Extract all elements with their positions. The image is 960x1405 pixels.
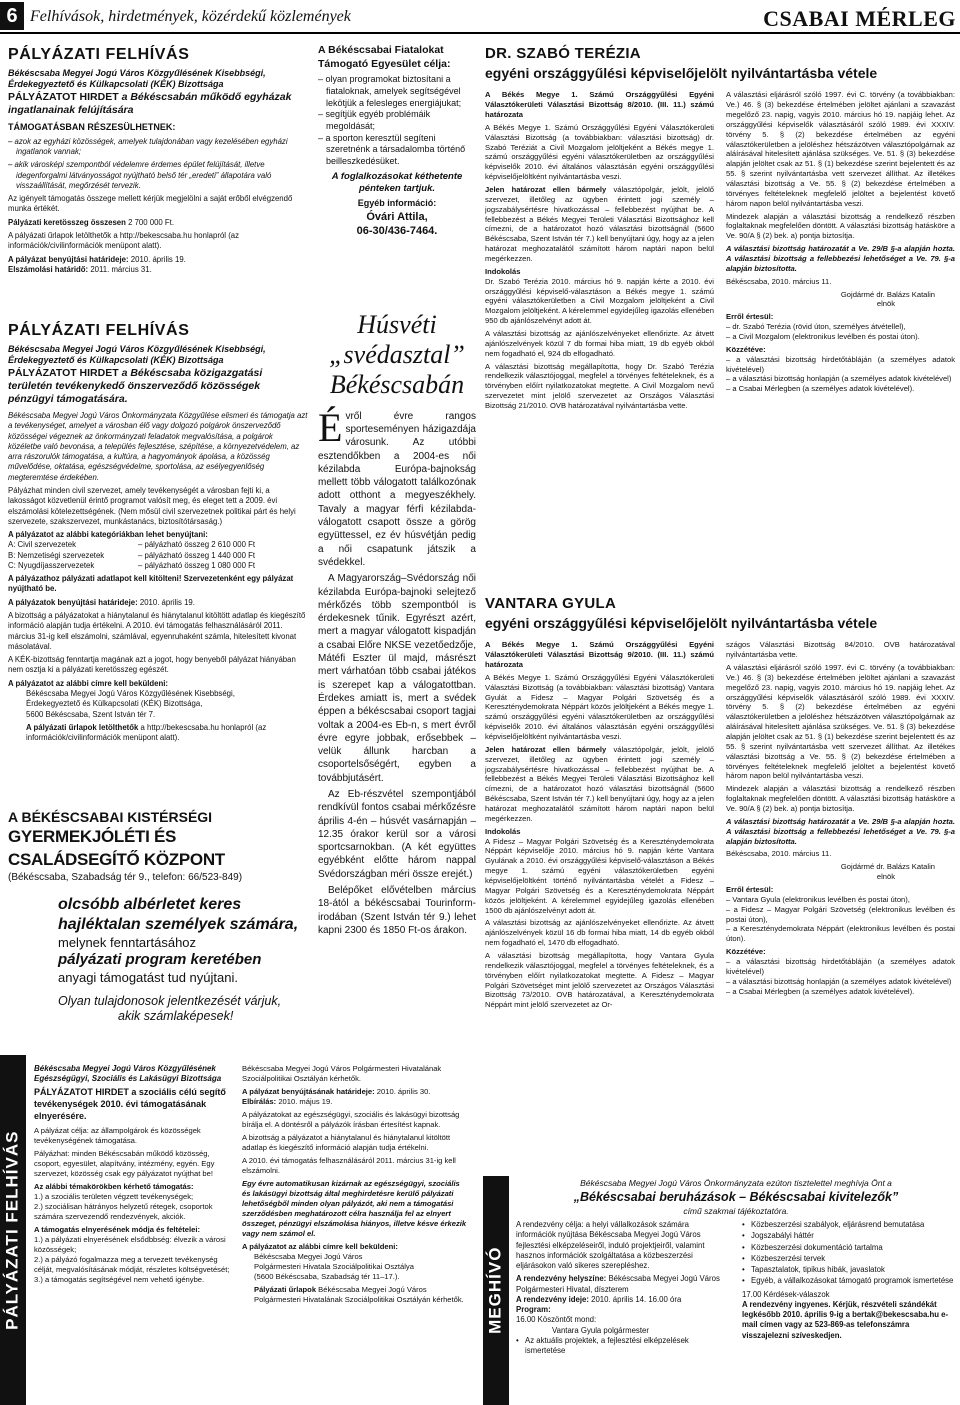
invitation-col2 bbox=[742, 1220, 956, 1358]
category-row: A: Civil szervezetek – pályázható összeg 2 610 000 Ft bbox=[8, 540, 256, 550]
invitation-topics bbox=[742, 1220, 956, 1287]
tender-2-eligible: Pályázhat minden civil szervezet, amely tevékenységét a városban fejti ki, a lakosságot közvetlenül érintő programot valósít meg, és eleget tett a 2009. évi elszámolási kötelezettségének. (Nem mősül civil szervezetnek politikai párt és helyi szervezete, szakszervezet, munkástanács, biztosítótársaság.) bbox=[8, 485, 296, 526]
candidate-szabo-heading: egyéni országgyűlési képviselőjelölt nyilvántartásba vétele bbox=[485, 64, 878, 81]
tender-2-download: A pályázati űrlapok letölthetők a http://bekescsaba.hu honlapról (az információk/civilinformációk menüpont alatt). bbox=[26, 722, 267, 743]
candidate-vantara-col1: A Békés Megye 1. Számú Országgyűlési Egyéni Választókerületi Választási Bizottság 9/2010. (III. 11.) számú határozata A Békés Megye 1. Számú Országgyűlési Egyéni Választókerületi Választási Bizottság (a továbbiakban: választási bizottság) Vantara Gyulát a Fidesz – Magyar Polgári Szövetség és a Kereszténydemokrata Néppárt közös jelöltjeként a Békés megye 1. számú országgyűlési egyéni választókerületben az országgyűlési képviselők 2010. évi általános választásán egyéni országgyűlési képviselőjelöltként nyilvántartásba veszi. Jelen határozat ellen bármely választópolgár, jelölt, jelölő szervezet, illetőleg az ügyben érintett jogi személy – jogszabálysértésre hivatkozással – fellebbezést nyújthat be. A fellebbezést a Békés Megyei Területi Választási Bizottsághoz kell címezni, de a határozatot hozó választási bizottságnál (5600 Békéscsaba, Szent István tér 7.) kell benyújtani úgy, hogy az a jelen határozat meghozatalától számított három naptári napon belül megérkezzen. Indokolás A Fidesz – Magyar Polgári Szövetség és a Kereszténydemokrata Néppárt képviselője 2010. március hó 9. napján kérte Vantara Gyulának a 2010. évi országgyűlési képviselő-választáson a Békés megye 1. számú egyéni választókerületben egyéni képviselőjelöltként történő nyilvántartásba vételét a Fidesz – Magyar Polgári Szövetség és a Kereszténydemokrata Néppárt közös jelöltjeként. A kérelemmel egyidejűleg igazolás ellenében 1500 db ajánlószelvényt adott át. A választási bizottság az ajánlószelvényeket ellenőrizte. Az átvett ajánlószelvények közül 16 db formai hiba miatt, 14 db egyéb okból nem fogadható el, 1470 db elfogadható. A választási bizottság megállapította, hogy Vantara Gyula rendelkezik választójoggal, megfelel a törvényes feltételeknek, és a törvényben előírt nyilatkozatokat megtette. A Fidesz – Magyar Polgári Szövetséget mint jelölő szervezetet az Országos Választási Bizottság 73/2010. OVB határozatával, a Kereszténydemokrata Néppárt mint jelölő szervezetet az Or- bbox=[485, 640, 714, 1010]
tender-2-categories bbox=[8, 540, 308, 571]
youth-schedule: A foglalkozásokat kéthetente pénteken tartjuk. bbox=[331, 170, 463, 195]
youth-item: – a sporton keresztül segíteni szeretnénk a társadalomba történő beilleszkedésüket. bbox=[318, 132, 466, 167]
youth-title: A Békéscsabai Fiatalokat Támogató Egyesület célja: bbox=[318, 44, 451, 70]
invitation-venue: A rendezvény helyszíne: Békéscsaba Megyei Jogú Város Polgármesteri Hivatal, díszterem bbox=[516, 1274, 720, 1294]
tender-3-vertical-label: PÁLYÁZATI FELHÍVÁS bbox=[0, 1055, 26, 1405]
tender-2-keek: A KÉK-bizottság fenntartja magának azt a jogot, hogy benyeből pályázat hiányában nem osztja ki a pályázati keretösszeg egészét. bbox=[8, 655, 296, 675]
youth-item: – olyan programokat biztosítani a fiataloknak, amelyek segítségével lekötjük a felesleges energiájukat; bbox=[318, 74, 462, 108]
list-item: • Tapasztalatok, tipikus hibák, javaslatok bbox=[742, 1265, 956, 1275]
youth-info-label: Egyéb információ: bbox=[357, 198, 437, 209]
list-item: • Közbeszerzési tervek bbox=[742, 1254, 956, 1264]
kisterseg-message: olcsóbb albérletet keres hajléktalan személyek számára, melynek fenntartásához pályázati program keretében anyagi támogatást tud nyújtani. Olyan tulajdonosok jelentkezését várjuk, akik számlaképesek! bbox=[58, 895, 299, 1024]
tender-2-rules: A bizottság a pályázatokat a hiánytalanul és hiánytalanul kitöltött adatlap és kiegészítő információ alapján tudja értékelni. A 2010. évi támogatás felhasználásáról 2011. március 31-ig kell elszámolni, számlával, egyenruhaként számla, hitelesített kivonat másolatával. bbox=[8, 611, 306, 651]
tender-3-p2: A bizottság a pályázatot a hiánytalanul és hiánytalanul kitöltött adatlap és kiegészítő információ alapján tudja értékelni. bbox=[242, 1133, 451, 1153]
tender-1 bbox=[8, 44, 308, 319]
invitation-date: A rendezvény ideje: 2010. április 14. 16.00 óra bbox=[516, 1294, 682, 1304]
tender-2-deadline: A pályázatok benyújtási határideje: 2010. április 19. bbox=[8, 597, 195, 607]
tender-3-address: Békéscsaba Megyei Jogú Város Polgármesteri Hivatala Szociálpolitikai Osztálya (5600 Békéscsaba, Szabadság tér 11–17.). bbox=[254, 1252, 414, 1282]
tender-3-criterion: 1.) a pályázati elnyerésének elsődbbség: élvezik a városi közösségek; bbox=[34, 1234, 226, 1254]
tender-1-forms: A pályázati űrlapok letölthetők a http://bekescsaba.hu honlapról (az információk/civilinformációk menüpont alatt). bbox=[8, 230, 240, 251]
youth-association bbox=[318, 44, 476, 304]
invitation-program-item: Vantara Gyula polgármester bbox=[552, 1325, 649, 1335]
tender-1-note: Az igényelt támogatás összege mellett kérjük megjelölni a saját erőből elvégzendő munka értékét. bbox=[8, 194, 293, 214]
candidate-szabo bbox=[485, 44, 955, 584]
invitation-end: 17.00 Kérdések-válaszok bbox=[742, 1289, 830, 1299]
list-item: • Közbeszerzési szabályok, eljárásrend bemutatása bbox=[742, 1220, 956, 1230]
candidate-vantara-name: VANTARA GYULA bbox=[485, 595, 617, 612]
invitation bbox=[516, 1178, 956, 1405]
tender-3-form-source: Pályázati űrlapok Békéscsaba Megyei Jogú Város Polgármesteri Hivatalának Szociálpolitikai Osztályán kérhetők. bbox=[254, 1285, 464, 1305]
easter-article bbox=[318, 310, 476, 1055]
kisterseg-address: (Békéscsaba, Szabadság tér 9., telefon: 66/523-849) bbox=[8, 872, 243, 884]
invitation-subtitle: című szakmai tájékoztatóra. bbox=[683, 1205, 789, 1216]
newspaper-name: CSABAI MÉRLEG bbox=[763, 6, 956, 31]
invitation-title: „Békéscsabai beruházások – Békéscsabai kivitelezők” bbox=[573, 1190, 899, 1205]
invitation-program-label: Program: bbox=[516, 1305, 551, 1315]
youth-phone: 06-30/436-7464. bbox=[356, 225, 438, 238]
youth-contact-name: Óvári Attila, bbox=[366, 211, 428, 224]
tender-1-support-label: TÁMOGATÁSBAN RÉSZESÜLHETNEK: bbox=[8, 121, 176, 132]
candidate-szabo-name: DR. SZABÓ TERÉZIA bbox=[485, 45, 641, 62]
tender-2-title: PÁLYÁZATI FELHÍVÁS bbox=[8, 322, 190, 339]
tender-3-deadline: A pályázat benyújtásának határideje: 2010. április 30. bbox=[242, 1087, 431, 1097]
tender-3-topic: 2.) szociálisan hátrányos helyzetű rétegek, csoportok számára szervezendő rendezvények, akciók. bbox=[34, 1201, 213, 1221]
tender-2-categories-label: A pályázatot az alábbi kategóriákban lehet benyújtani: bbox=[8, 530, 208, 540]
tender-3-topics-label: Az alábbi témakörökben kérhető támogatás: bbox=[34, 1181, 194, 1191]
candidate-szabo-col1: A Békés Megye 1. Számú Országgyűlési Egyéni Választókerületi Választási Bizottság 8/2010. (III. 11.) számú határozata A Békés Megye 1. Számú Országgyűlési Egyéni Választókerületi Választási Bizottság (a továbbiakban: választási bizottság) dr. Szabó Teréziát a Civil Mozgalom jelöltjeként a Békés megye 1. számú országgyűlési egyéni választókerületben az országgyűlési képviselők 2010. évi általános választásán egyéni országgyűlési képviselőjelöltként nyilvántartásba veszi. Jelen határozat ellen bármely választópolgár, jelölt, jelölő szervezet, illetőleg az ügyben érintett jogi személy – jogszabálysértésre hivatkozással – fellebbezést nyújthat be. A fellebbezést a Békés Megyei Területi Választási Bizottsághoz kell címezni, de a határozatot hozó választási bizottságnál (5600 Békéscsaba, Szent István tér 7.) kell benyújtani úgy, hogy az a jelen határozat meghozatalától számított három naptári napon belül megérkezzen. Indokolás Dr. Szabó Terézia 2010. március hó 9. napján kérte a 2010. évi országgyűlési képviselő-választáson a Békés megye 1. számú egyéni választókerületben a Civil Mozgalom jelöltjeként a Civil Mozgalom jelöltjeként. A kérelemmel egyidejűleg igazolás ellenében 950 db ajánlószelvényt adott át. A választási bizottság az ajánlószelvényeket ellenőrizte. Az átvett ajánlószelvények közül 7 db formai hiba miatt, 19 db egyéb okból nem fogadható el, 924 db elfogadható. A választási bizottság megállapította, hogy Dr. Szabó Terézia rendelkezik választójoggal, megfelel a törvényes feltételeknek, és a törvényben előírt nyilatkozatokat megtette. A Civil Mozgalom nevű szervezetet mint jelölő szervezetet az Országos Választási Bizottság 21/2010. OVB határozatával nyilvántartásba vette. bbox=[485, 90, 714, 411]
tender-3-address-label: A pályázatot az alábbi címre kell beküldeni: bbox=[242, 1242, 398, 1252]
tender-3-who: Pályázhat: minden Békéscsabán működő közösség, csoport, egyesület, alapítvány, intézmény, egyén. Egy szervezet, közösség csak egy pályázatot nyújthat be! bbox=[34, 1148, 215, 1178]
invitation-vertical-label: MEGHÍVÓ bbox=[483, 1176, 509, 1405]
list-item: • Jogszabályi háttér bbox=[742, 1231, 956, 1241]
invitation-registration: A rendezvény ingyenes. Kérjük, részvételi szándékát legkésőbb 2010. április 9-ig a bertak@bekescsaba.hu e-mail címen vagy az 523-869-as telefonszámra visszajelezni szíveskedjen. bbox=[742, 1299, 949, 1340]
tender-3-goal: A pályázat célja: az állampolgárok és közösségek tevékenységének támogatása. bbox=[34, 1125, 201, 1145]
tender-3-criterion: 3.) a támogatás segítségével nem vehető igénybe. bbox=[34, 1274, 205, 1284]
candidate-szabo-col2: A választási eljárásról szóló 1997. évi C. törvény (a továbbiakban: Ve.) 46. § (3) bekezdése értelmében jelöltet ajánlani a szavazást megelőző 23. napig, vagyis 2010. március hó 19. napjáig lehet. Az országgyűlési képviselők választásáról szóló 1989. évi XXXIV. törvény 5. § (2) bekezdése értelmében az egyéni választókerületben a jelöléshez hétszázötven választópolgárnak az aláírásával hitelesített ajánlása szükséges. Ve. 51. § (3) bekezdése alapján jelöltet csak az 51. § (1) bekezdése szerint bejelentett és az 55. § szerint nyilvántartásba vett szervezet állíthat. Az illetékes választási bizottság a Ve. 55. § (2) bekezdése értelmében a törvényes feltételeknek megfelelő jelöltet a bejelentést követő három napon belül nyilvántartásba veszi. Mindezek alapján a választási bizottság a rendelkező részben foglaltaknak megfelelően döntött. A választási bizottság hatásköre a Ve. 90/A § (2) bek. a) pontja biztosítja. A választási bizottság határozatát a Ve. 29/B §-a alapján hozta. A választási bizottság a fellebbezési lehetőséget a Ve. 79. §-a alapján biztosította. Békéscsaba, 2010. március 11. Gojdármé dr. Balázs Katalin elnök Erről értesül: – dr. Szabó Terézia (rövid úton, személyes átvétellel), – a Civil Mozgalom (elektronikus levélben és postai úton). Közzétéve: – a választási bizottság hirdetőtábláján (a személyes adatok kivételével) – a választási bizottság honlapján (a személyes adatok kivételével) – a Csabai Mérlegben (a személyes adatok kivételével). bbox=[726, 90, 955, 394]
tender-3-right bbox=[242, 1064, 468, 1404]
tender-3-headline: PÁLYÁZATOT HIRDET a szociális célú segítő tevékenységek 2010. évi támogatásának elnyerésére. bbox=[34, 1087, 226, 1121]
invitation-body: A rendezvény célja: a helyi vállalkozások számára információk nyújtása Békéscsaba Megyei Jogú Város fejlesztési elképzeléseiről, induló projektjeiről, valamint hasznos információk szolgáltatása a közbeszerzési eljárásokon való sikeres szerepléshez. bbox=[516, 1219, 705, 1271]
tender-2-form-note: A pályázathoz pályázati adatlapot kell kitölteni! Szervezetenként egy pályázat nyújtható be. bbox=[8, 574, 294, 594]
tender-3-criterion: 2.) a pályázó fogalmazza meg a tervezett tevékenység célját, megvalósításának módját, részletes költségvetését; bbox=[34, 1254, 230, 1274]
list-item: • Az aktuális projektek, a fejlesztési elképzelések ismertetése bbox=[516, 1336, 730, 1357]
easter-dropcap: É bbox=[318, 404, 343, 450]
tender-2 bbox=[8, 320, 308, 805]
tender-3-decision: Elbírálás: 2010. május 19. bbox=[242, 1097, 333, 1107]
tender-2-headline: PÁLYÁZATOT HIRDET a Békéscsaba közigazgatási területén tevékenykedő önszerveződő közösségek pénzügyi támogatására. bbox=[8, 366, 263, 405]
candidate-vantara-col2: szágos Választási Bizottság 84/2010. OVB határozatával nyilvántartásba vette. A választási eljárásról szóló 1997. évi C. törvény (a továbbiakban: Ve.) 46. § (3) bekezdése értelmében jelöltet ajánlani a szavazást megelőző 23. napig, vagyis 2010. március hó 19. napjáig lehet. Az országgyűlési képviselők választásáról szóló 1989. évi XXXIV. törvény 5. § (2) bekezdése értelmében az egyéni választókerületben a jelöléshez hétszázötven választópolgárnak az aláírásával hitelesített ajánlása szükséges. Ve. 51. § (3) bekezdése alapján jelöltet csak az 51. § (1) bekezdése szerint bejelentett és az 55. § szerint nyilvántartásba vett szervezet állíthat. Az illetékes választási bizottság a Ve. 55. § (2) bekezdése értelmében a törvényes feltételeknek megfelelő jelöltet a bejelentést követő három napon belül nyilvántartásba veszi. Mindezek alapján a választási bizottság a rendelkező részben foglaltaknak megfelelően döntött. A választási bizottság hatásköre a Ve. 90/A § (2) bek. a) pontja biztosítja. A választási bizottság határozatát a Ve. 29/B §-a alapján hozta. A választási bizottság a fellebbezési lehetőséget a Ve. 79. §-a alapján biztosította. Békéscsaba, 2010. március 11. Gojdármé dr. Balázs Katalin elnök Erről értesül: – Vantara Gyula (elektronikus levélben és postai úton), – a Fidesz – Magyar Polgári Szövetség (elektronikus levélben és postai úton), – a Kereszténydemokrata Néppárt (elektronikus levélben és postai úton). Közzétéve: – a választási bizottság hirdetőtábláján (a személyes adatok kivételével) – a választási bizottság honlapján (a személyes adatok kivételével) – a Csabai Mérlegben (a személyes adatok kivételével). bbox=[726, 640, 955, 996]
tender-3-criteria-label: A támogatás elnyerésének módja és feltételei: bbox=[34, 1224, 201, 1234]
youth-item: – segítjük egyéb problémáik megoldását; bbox=[318, 109, 431, 132]
tender-3-exclusion: Egy évre automatikusan kizárnak az egészségügyi, szociális és lakásügyi bizottság által meghirdetésre kerülő pályázati lehetőségből minden olyan pályázót, aki nem a támogatási szerződésben meghatározott célra használja fel az elnyert összeget, pénzügyi elszámolása hiányos, illetve késve érkezik vagy nem számol el. bbox=[242, 1179, 467, 1239]
tender-1-deadline: A pályázat benyújtási határideje: 2010. április 19. bbox=[8, 254, 186, 264]
tender-1-item: – azok az egyházi közösségek, amelyek tulajdonában vagy kezelésében egyházi ingatlanok vannak; bbox=[8, 136, 288, 157]
tender-2-address: Békéscsaba Megyei Jogú Város Közgyűlésének Kisebbségi, Érdekegyeztető és Külkapcsolati (KÉK) Bizottsága, 5600 Békéscsaba, Szent István tér 7. bbox=[26, 689, 235, 719]
tender-2-address-label: A pályázatot az alábbi címre kell beküldeni: bbox=[8, 678, 169, 688]
tender-1-item: – akik városképi szempontból védelemre érdemes épület felújítását, illetve idegenforgalmi látványosságot nyújtható belső tér „eredeti” állapotára való visszaállítását, megőrzését tervezik. bbox=[8, 160, 272, 190]
category-row: B: Nemzetiségi szervezetek – pályázható összeg 1 440 000 Ft bbox=[8, 550, 256, 560]
list-item: • Egyéb, a vállalkozásokat támogató programok ismertetése bbox=[742, 1276, 956, 1286]
kisterseg-title: A BÉKÉSCSABAI KISTÉRSÉGI bbox=[8, 809, 213, 825]
easter-title: Húsvéti „svédasztal” Békéscsabán bbox=[329, 310, 465, 399]
tender-3-subtitle: Békéscsaba Megyei Jogú Város Közgyűlésének Egészségügyi, Szociális és Lakásügyi Bizottsága bbox=[34, 1064, 222, 1083]
invitation-intro: Békéscsaba Megyei Jogú Város Önkormányzata ezúton tisztelettel meghívja Önt a bbox=[580, 1178, 892, 1188]
kisterseg-ad bbox=[8, 808, 308, 1048]
tender-3-left bbox=[34, 1064, 234, 1404]
category-row: C: Nyugdíjasszervezetek – pályázható összeg 1 080 000 Ft bbox=[8, 560, 256, 570]
tender-1-subtitle: Békéscsaba Megyei Jogú Város Közgyűlésének Kisebbségi, Érdekegyeztető és Külkapcsolati (KÉK) Bizottsága bbox=[8, 68, 266, 90]
tender-2-subtitle: Békéscsaba Megyei Jogú Város Közgyűlésének Kisebbségi, Érdekegyeztető és Külkapcsolati (KÉK) Bizottsága bbox=[8, 344, 266, 366]
tender-1-headline: PÁLYÁZATOT HIRDET a Békéscsabán működő egyházak ingatlanainak felújítására bbox=[8, 90, 292, 116]
invitation-program-item: 16.00 Köszöntőt mond: bbox=[516, 1315, 597, 1325]
tender-2-intro: Békéscsaba Megyei Jogú Város Önkormányzata Közgyűlése elismeri és támogatja azt a tevékenységet, amelyet a városban élő vagy dolgozó polgárok önszerveződő közösségei végeznek az önkormányzati feladatok megvalósítása, a polgárok közéletbe való bevonása, a település fejlesztése, szépítése, a környezetvédelem, az arra rászorulók támogatása, a kultúra, a hagyományok ápolása, a közösség művelődése, oktatása, egészségvédelme, sportolása, az esélyegyenlőség megteremtése érdekében. bbox=[8, 410, 308, 482]
tender-3-form: Békéscsaba Megyei Jogú Város Polgármesteri Hivatalának Szociálpolitikai Osztályán kérhetők. bbox=[242, 1064, 442, 1084]
tender-3-topic: 1.) a szociális területen végzett tevékenységek; bbox=[34, 1191, 194, 1201]
tender-1-settle: Elszámolási határidő: 2011. március 31. bbox=[8, 264, 152, 274]
candidate-vantara-heading: egyéni országgyűlési képviselőjelölt nyilvántartásba vétele bbox=[485, 614, 878, 631]
invitation-left-list bbox=[516, 1336, 730, 1357]
page-header bbox=[0, 0, 960, 34]
kisterseg-subtitle: GYERMEKJÓLÉTI ÉS CSALÁDSEGÍTŐ KÖZPONT bbox=[8, 827, 225, 869]
candidate-vantara bbox=[485, 594, 955, 1169]
tender-1-title: PÁLYÁZATI FELHÍVÁS bbox=[8, 46, 190, 63]
page-number: 6 bbox=[0, 2, 24, 30]
invitation-col1 bbox=[516, 1220, 730, 1358]
easter-body: Évről évre rangos sporteseményen házigazdája városunk. Az utóbbi esztendőkben a 2004-es női kézilabda Európa-bajnokság mellett több válogatott találkozónak adott otthont a megyeszékhely. Tavaly a magyar férfi kézilabda-válogatott csapott össze a görög együttessel, ez év húsvétján pedig a női csapatunk játszik a svédekkel. A Magyarország–Svédország női kézilabda Európa-bajnoki selejtező mérkőzés több szempontból is érdekesnek tűnik. Egyrészt azért, mert a magyar válogatott kispadján a csabai Előre NKSE vezetőedzője, Mátéfi Eszter ül majd, másrészt mert várhatóan több csabai játékos is szerepet kap a válogatottban. Érdekes amiatt is, mert a svédek éppen a békéscsabai csoport tagjai voltak a 2004-es Eb-n, s mert évről évre egyre jobbak, erősebbek – velük állunk harcban a csoportelsőségért, egyben a továbbjutásért. Az Eb-részvétel szempontjából rendkívül fontos csabai mérkőzésre április 4-én – húsvét vasárnapján – 12.35 órakor kerül sor a városi sportcsarnokban. (A két együttes egyébként előtte három nappal Svédországban méri össze erejét.) Belépőket elővételben március 18-ától a békéscsabai Tourinform-irodában (Szent István tér 9.) lehet kapni 2300 és 1850 Ft-os árakon. bbox=[318, 404, 476, 936]
tender-3-p1: A pályázatokat az egészségügyi, szociális és lakásügyi bizottság bírálja el. A döntésről a pályázók írásban értesítést kapnak. bbox=[242, 1110, 460, 1130]
tender-3-p3: A 2010. évi támogatás felhasználásáról 2011. március 31-ig kell elszámolni. bbox=[242, 1156, 456, 1176]
section-title: Felhívások, hirdetmények, közérdekű közlemények bbox=[30, 8, 351, 25]
tender-1-fund: Pályázati keretösszeg összesen 2 700 000 Ft. bbox=[8, 217, 175, 227]
list-item: • Közbeszerzési dokumentáció tartalma bbox=[742, 1243, 956, 1253]
